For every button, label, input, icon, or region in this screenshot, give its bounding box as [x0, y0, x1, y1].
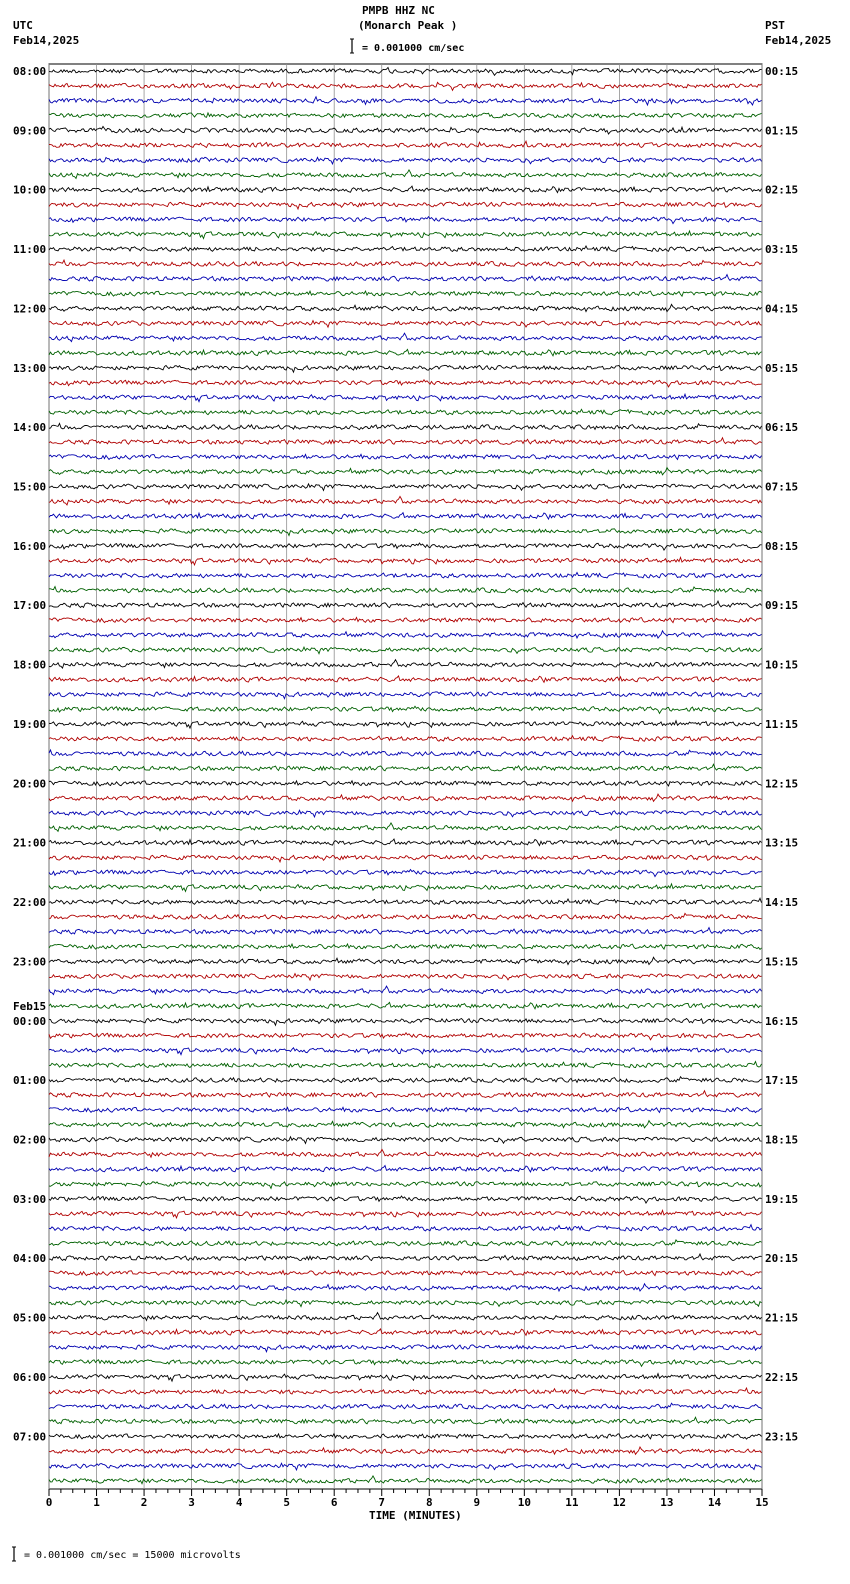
pst-hour-label: 20:15: [765, 1252, 799, 1266]
utc-hour-label: 19:00: [13, 717, 47, 731]
seismic-trace: [49, 781, 762, 786]
utc-hour-label: 21:00: [13, 836, 47, 850]
seismic-trace: [49, 409, 762, 414]
pst-hour-label: 14:15: [765, 896, 799, 910]
seismic-trace: [49, 676, 762, 682]
seismic-trace: [49, 1002, 762, 1008]
pst-hour-label: 12:15: [765, 777, 799, 791]
left-timezone: UTC: [13, 19, 33, 32]
pst-hour-label: 23:15: [765, 1430, 799, 1444]
utc-hour-label: 14:00: [13, 421, 47, 435]
pst-hour-label: 06:15: [765, 421, 799, 435]
seismic-trace: [49, 1476, 762, 1484]
pst-hour-label: 22:15: [765, 1370, 799, 1384]
seismic-trace: [49, 692, 762, 699]
seismic-trace: [49, 1403, 762, 1409]
seismic-trace: [49, 1359, 762, 1366]
date-change-label: Feb15: [13, 999, 47, 1013]
pst-hour-label: 00:15: [765, 65, 799, 78]
seismic-trace: [49, 647, 762, 654]
x-tick-label: 8: [425, 1496, 433, 1509]
seismic-trace: [49, 750, 762, 756]
utc-hour-label: 03:00: [13, 1192, 47, 1206]
station-location: (Monarch Peak ): [358, 19, 458, 32]
pst-hour-label: 03:15: [765, 243, 799, 257]
seismic-trace: [49, 1077, 762, 1083]
utc-hour-label: 04:00: [13, 1252, 47, 1266]
seismic-trace: [49, 631, 762, 638]
utc-hour-label: 07:00: [13, 1430, 47, 1444]
seismic-trace: [49, 97, 762, 105]
seismic-trace: [49, 618, 762, 623]
seismic-trace: [49, 496, 762, 505]
pst-hour-label: 16:15: [765, 1014, 799, 1028]
utc-hour-label: 18:00: [13, 658, 47, 672]
pst-hour-label: 19:15: [765, 1192, 799, 1206]
seismic-trace: [49, 1121, 762, 1128]
seismic-trace: [49, 1062, 762, 1068]
seismic-trace: [49, 217, 762, 224]
seismic-trace: [49, 202, 762, 209]
seismic-trace: [49, 1149, 762, 1157]
seismic-trace: [49, 1388, 762, 1394]
seismic-trace: [49, 1284, 762, 1291]
seismic-trace: [49, 1210, 762, 1218]
x-tick-label: 3: [188, 1496, 195, 1509]
utc-hour-label: 15:00: [13, 480, 47, 494]
seismic-trace: [49, 543, 762, 550]
x-tick-label: 12: [612, 1496, 627, 1509]
seismic-trace: [49, 454, 762, 459]
seismic-trace: [49, 1107, 762, 1112]
seismic-trace: [49, 1240, 762, 1246]
seismic-trace: [49, 1463, 762, 1470]
seismic-trace: [49, 423, 762, 429]
utc-hour-label: 09:00: [13, 124, 47, 138]
utc-hour-label: 20:00: [13, 777, 47, 791]
seismic-trace: [49, 82, 762, 90]
seismic-trace: [49, 1300, 762, 1307]
seismic-trace: [49, 1225, 762, 1231]
seismic-trace: [49, 660, 762, 668]
seismic-trace: [49, 810, 762, 817]
utc-hour-label: 00:00: [13, 1014, 47, 1028]
x-axis-label: TIME (MINUTES): [369, 1509, 462, 1522]
left-date: Feb14,2025: [13, 34, 80, 47]
x-tick-label: 11: [565, 1496, 579, 1509]
seismic-trace: [49, 1313, 762, 1321]
seismic-trace: [49, 1254, 762, 1261]
seismic-trace: [49, 957, 762, 964]
seismic-trace: [49, 1329, 762, 1335]
x-tick-label: 10: [517, 1496, 531, 1509]
seismic-trace: [49, 573, 762, 578]
seismic-trace: [49, 898, 762, 904]
seismic-trace: [49, 1033, 762, 1040]
x-tick-label: 9: [473, 1496, 481, 1509]
seismic-trace: [49, 468, 762, 475]
seismic-trace: [49, 1345, 762, 1352]
x-tick-label: 1: [93, 1496, 100, 1509]
pst-hour-label: 01:15: [765, 124, 799, 138]
seismic-trace: [49, 304, 762, 311]
seismic-trace: [49, 291, 762, 296]
utc-hour-label: 11:00: [13, 243, 47, 257]
x-tick-label: 7: [378, 1496, 386, 1509]
seismic-trace: [49, 1447, 762, 1454]
seismic-trace: [49, 587, 762, 593]
seismic-trace: [49, 764, 762, 771]
seismic-trace: [49, 986, 762, 995]
x-tick-label: 6: [330, 1496, 338, 1509]
station-title: PMPB HHZ NC: [362, 4, 435, 17]
x-tick-label: 4: [235, 1496, 243, 1509]
pst-hour-label: 11:15: [765, 717, 799, 731]
pst-hour-label: 10:15: [765, 658, 799, 672]
right-date: Feb14,2025: [765, 34, 832, 47]
seismic-trace: [49, 438, 762, 445]
utc-hour-label: 12:00: [13, 302, 47, 316]
right-timezone: PST: [765, 19, 785, 32]
x-tick-label: 0: [45, 1496, 53, 1509]
seismic-trace: [49, 141, 762, 148]
seismic-trace: [49, 794, 762, 801]
seismic-trace: [49, 721, 762, 729]
pst-hour-label: 02:15: [765, 183, 799, 197]
seismic-trace: [49, 1166, 762, 1172]
x-tick-label: 5: [283, 1496, 290, 1509]
seismic-trace: [49, 68, 762, 76]
pst-hour-label: 21:15: [765, 1311, 799, 1325]
seismic-trace: [49, 839, 762, 846]
seismic-trace: [49, 706, 762, 713]
seismic-trace: [49, 855, 762, 862]
seismic-trace: [49, 1047, 762, 1055]
x-tick-label: 14: [707, 1496, 722, 1509]
pst-hour-label: 07:15: [765, 480, 799, 494]
seismic-trace: [49, 186, 762, 192]
pst-hour-label: 17:15: [765, 1074, 799, 1088]
seismic-trace: [49, 513, 762, 519]
seismic-trace: [49, 365, 762, 372]
seismic-trace: [49, 601, 762, 608]
seismic-trace: [49, 157, 762, 164]
seismic-trace: [49, 231, 762, 239]
seismic-trace: [49, 246, 762, 252]
utc-hour-label: 13:00: [13, 361, 47, 375]
seismic-trace: [49, 944, 762, 949]
seismic-trace: [49, 1417, 762, 1424]
seismic-trace: [49, 127, 762, 135]
utc-hour-label: 22:00: [13, 896, 47, 910]
footer-scale-note: = 0.001000 cm/sec = 15000 microvolts: [24, 1550, 241, 1561]
pst-hour-label: 13:15: [765, 836, 799, 850]
seismic-trace: [49, 1018, 762, 1025]
seismic-trace: [49, 823, 762, 831]
seismic-trace: [49, 974, 762, 981]
seismic-trace: [49, 394, 762, 402]
seismic-trace: [49, 1182, 762, 1189]
seismic-trace: [49, 870, 762, 877]
seismic-trace: [49, 1137, 762, 1144]
utc-hour-label: 16:00: [13, 539, 47, 553]
seismic-trace: [49, 1091, 762, 1098]
seismic-trace: [49, 170, 762, 179]
utc-hour-label: 06:00: [13, 1370, 47, 1384]
scale-label: = 0.001000 cm/sec: [362, 43, 465, 54]
x-tick-label: 2: [140, 1496, 148, 1509]
utc-hour-label: 23:00: [13, 955, 47, 969]
x-tick-label: 13: [660, 1496, 674, 1509]
seismic-trace: [49, 736, 762, 742]
utc-hour-label: 10:00: [13, 183, 47, 197]
seismic-trace: [49, 529, 762, 536]
seismic-trace: [49, 113, 762, 118]
utc-hour-label: 01:00: [13, 1074, 47, 1088]
x-tick-label: 15: [755, 1496, 769, 1509]
seismic-trace: [49, 349, 762, 355]
seismic-trace: [49, 1196, 762, 1203]
seismic-trace: [49, 884, 762, 892]
seismic-trace: [49, 260, 762, 266]
pst-hour-label: 18:15: [765, 1133, 799, 1147]
pst-hour-label: 05:15: [765, 361, 799, 375]
pst-hour-label: 15:15: [765, 955, 799, 969]
pst-hour-label: 04:15: [765, 302, 799, 316]
seismic-trace: [49, 275, 762, 282]
utc-hour-label: 08:00: [13, 65, 47, 78]
seismic-trace: [49, 557, 762, 565]
seismic-trace: [49, 913, 762, 919]
seismic-trace: [49, 1271, 762, 1276]
seismic-trace: [49, 1434, 762, 1439]
seismic-trace: [49, 321, 762, 328]
utc-hour-label: 02:00: [13, 1133, 47, 1147]
seismic-trace: [49, 333, 762, 341]
seismic-trace: [49, 1374, 762, 1382]
seismic-trace: [49, 928, 762, 935]
utc-hour-label: 05:00: [13, 1311, 47, 1325]
seismic-trace: [49, 484, 762, 491]
utc-hour-label: 17:00: [13, 599, 47, 613]
pst-hour-label: 08:15: [765, 539, 799, 553]
pst-hour-label: 09:15: [765, 599, 799, 613]
seismic-trace: [49, 380, 762, 387]
